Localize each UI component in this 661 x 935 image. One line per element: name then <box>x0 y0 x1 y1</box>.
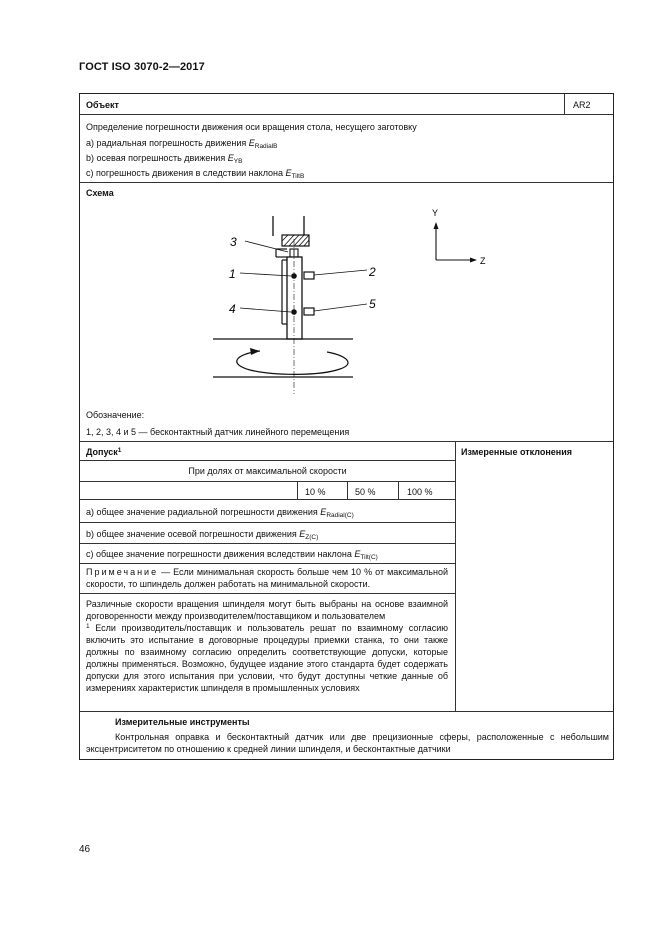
tolerance-row-a: a) общее значение радиальной погрешности движения $E_{Radial(C)}$ <box>86 507 354 519</box>
code-cell-divider <box>564 94 565 114</box>
divider <box>80 441 613 442</box>
measured-deviations-label: Измеренные отклонения <box>461 447 573 457</box>
callout-1: 1 <box>229 267 236 281</box>
spindle-diagram <box>80 194 613 399</box>
sphere-lower <box>291 309 297 315</box>
page-number: 46 <box>79 844 91 855</box>
divider <box>80 114 613 115</box>
test-card-frame <box>79 93 614 760</box>
object-item-c: c) погрешность движения в следствии наклона $E_{TiltB}$ <box>86 168 305 180</box>
legend-text: 1, 2, 3, 4 и 5 — бесконтактный датчик линейного перемещения <box>86 427 350 437</box>
rotation-arrow <box>237 351 348 374</box>
axis-z-label: Z <box>480 256 486 266</box>
callout-2: 2 <box>369 265 376 279</box>
callout-4: 4 <box>229 302 236 316</box>
divider <box>80 499 455 500</box>
speed-col-50: 50 % <box>355 487 376 497</box>
divider <box>80 563 455 564</box>
tolerance-label: Допуск$^1$ <box>86 447 122 457</box>
object-description: Определение погрешности движения оси вращения стола, несущего заготовку <box>86 122 417 132</box>
divider <box>80 543 455 544</box>
speed-col-100: 100 % <box>407 487 433 497</box>
object-code: AR2 <box>573 100 591 110</box>
speed-col-10: 10 % <box>305 487 326 497</box>
sphere-upper <box>291 273 297 279</box>
callout-5: 5 <box>369 297 376 311</box>
legend-title: Обозначение: <box>86 410 145 420</box>
divider <box>80 711 613 712</box>
test-mandrel <box>287 257 302 339</box>
divider <box>80 522 455 523</box>
measured-column-divider <box>455 441 456 711</box>
speed-col-divider <box>297 481 298 499</box>
instruments-label: Измерительные инструменты <box>115 717 250 727</box>
callout-3: 3 <box>230 235 237 249</box>
tolerance-row-c: c) общее значение погрешности движения вследствии наклона $E_{Tilt(C)}$ <box>86 549 378 561</box>
divider <box>80 460 455 461</box>
object-item-b: b) осевая погрешность движения $E_{YB}$ <box>86 153 243 165</box>
tolerance-agreement-text: Различные скорости вращения шпинделя могут быть выбраны на основе взаимной договоренности между производителем/поставщиком и пользователем <box>86 599 448 621</box>
divider <box>80 593 455 594</box>
divider <box>80 182 613 183</box>
tolerance-footnote: $^1$ Если производитель/поставщик и пользователь решат по взаимному согласию включить это испытание в договорные процедуры приемки станка, то они также должны по взаимному согласию определить соответствующие допуски, которые должны применяться. Возможно, будущее издание этого стандарта будет содержать допуски для этого испытания при условии, что будут доступны четкие данные об измерениях характеристик шпинделя в промышленных условиях <box>86 623 448 693</box>
document-title: ГОСТ ISO 3070-2—2017 <box>79 61 205 73</box>
speed-col-divider <box>398 481 399 499</box>
tolerance-note: Примечание — Если минимальная скорость больше чем 10 % от максимальной скорости, то шпиндель должен работать на минимальной скорости. <box>86 567 448 589</box>
speed-header: При долях от максимальной скорости <box>188 466 347 476</box>
axis-y-label: Y <box>432 208 439 218</box>
object-item-a: a) радиальная погрешность движения $E_{RadialB}$ <box>86 138 278 150</box>
object-label: Объект <box>86 100 119 110</box>
instruments-text: Контрольная оправка и бесконтактный датчик или две прецизионные сферы, расположенные с небольшим эксцентриситетом по отношению к средней линии шпинделя, и бесконтактные датчики <box>86 732 609 754</box>
scheme-label: Схема <box>86 188 114 198</box>
sensor-2 <box>304 272 314 279</box>
tolerance-row-b: b) общее значение осевой погрешности движения $E_{Z(C)}$ <box>86 529 319 541</box>
speed-col-divider <box>347 481 348 499</box>
sensor-5 <box>304 308 314 315</box>
